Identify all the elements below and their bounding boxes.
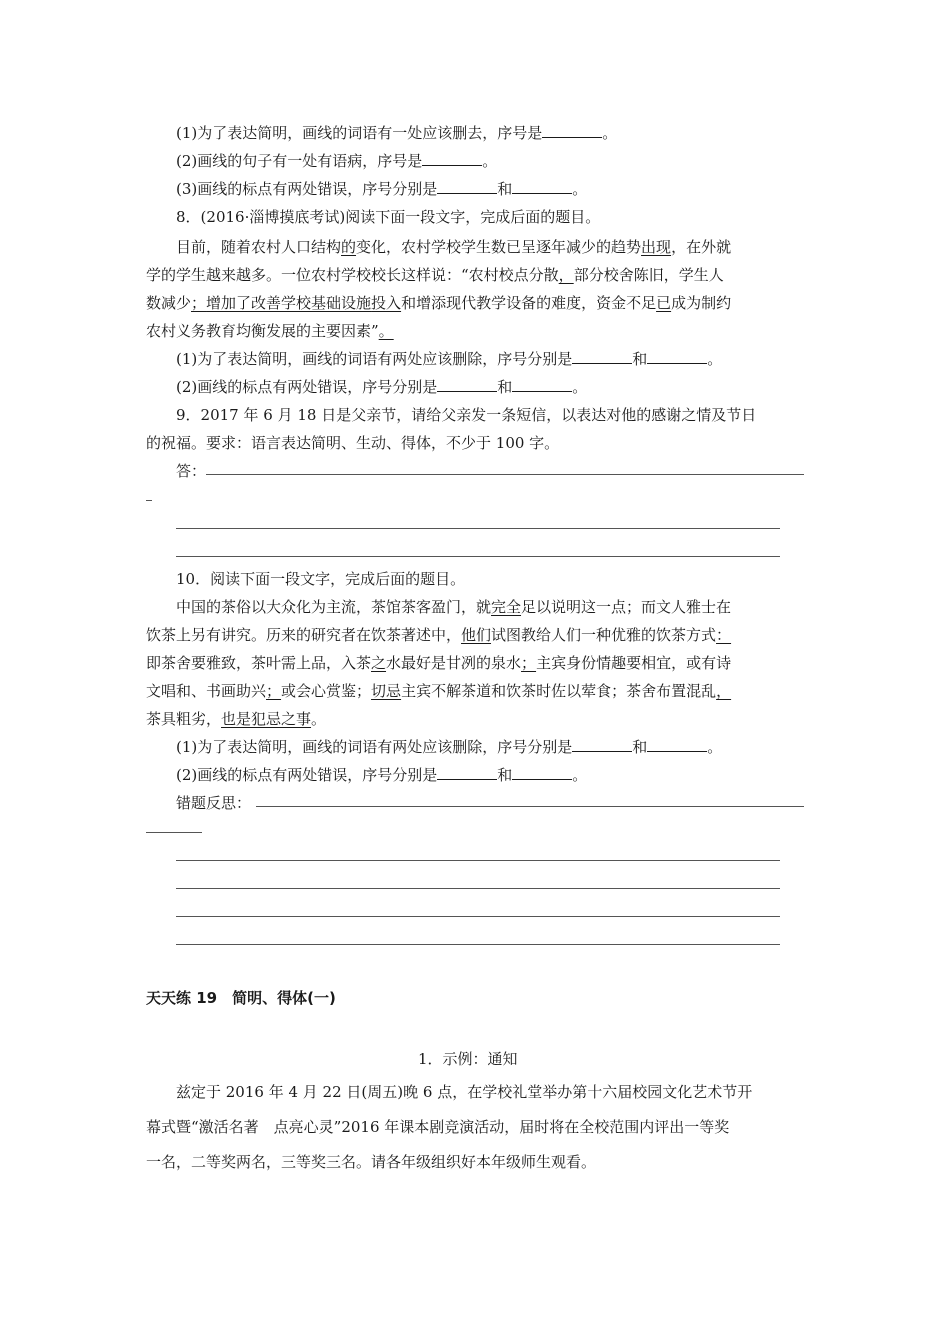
reflection-line[interactable] <box>176 860 780 861</box>
answer-blank[interactable] <box>647 349 707 364</box>
q7-item-1: (1)为了表达简明，画线的词语有一处应该删去，序号是 。 <box>176 124 618 142</box>
q10-item-2: (2)画线的标点有两处错误，序号分别是 和 。 <box>176 766 588 784</box>
answer-blank[interactable] <box>437 179 497 194</box>
q7-item-3: (3)画线的标点有两处错误，序号分别是 和 。 <box>176 180 588 198</box>
q9-line: 的祝福。要求：语言表达简明、生动、得体，不少于 100 字。 <box>146 434 560 452</box>
q9-line: 9．2017 年 6 月 18 日是父亲节，请给父亲发一条短信，以表达对他的感谢之情及节日 <box>176 406 757 424</box>
answer-line <box>146 500 152 501</box>
q8-passage-line: 学的学生越来越多。一位农村学校校长这样说：“农村校点分散，部分校舍陈旧，学生人 <box>146 266 724 284</box>
notice-line: 幕式暨“激活名著 点亮心灵”2016 年课本剧竞演活动，届时将在全校范围内评出一等奖 <box>146 1118 730 1136</box>
answer-line[interactable] <box>206 474 804 475</box>
q10-passage-line: 文唱和、书画助兴；或会心赏鉴；切忌主宾不解茶道和饮茶时佐以荤食；茶舍布置混乱， <box>146 682 732 700</box>
q10-passage-line: 即茶舍要雅致，茶叶需上品，入茶之水最好是甘冽的泉水；主宾身份情趣要相宜，或有诗 <box>146 654 732 672</box>
answer-blank[interactable] <box>512 179 572 194</box>
q10-passage-line: 茶具粗劣，也是犯忌之事。 <box>146 710 327 728</box>
q8-passage-line: 农村义务教育均衡发展的主要因素”。 <box>146 322 394 340</box>
reflection-line[interactable] <box>176 916 780 917</box>
reflection-line <box>146 832 202 833</box>
answer-line[interactable] <box>176 528 780 529</box>
answer-line[interactable] <box>176 556 780 557</box>
q10-passage-line: 饮茶上另有讲究。历来的研究者在饮茶著述中，他们试图教给人们一种优雅的饮茶方式： <box>146 626 732 644</box>
q8-item-1: (1)为了表达简明，画线的词语有两处应该删除，序号分别是 和 。 <box>176 350 723 368</box>
reflection-line[interactable] <box>176 944 780 945</box>
reflection-line[interactable] <box>256 806 804 807</box>
q8-item-2: (2)画线的标点有两处错误，序号分别是 和 。 <box>176 378 588 396</box>
reflection-line[interactable] <box>176 888 780 889</box>
q8-passage-line: 数减少；增加了改善学校基础设施投入和增添现代教学设备的难度，资金不足已成为制约 <box>146 294 732 312</box>
answer-blank[interactable] <box>542 123 602 138</box>
notice-line: 兹定于 2016 年 4 月 22 日(周五)晚 6 点，在学校礼堂举办第十六届校园文化艺术节开 <box>176 1083 753 1101</box>
section-heading: 天天练 19 简明、得体(一) <box>146 989 336 1007</box>
answer-blank[interactable] <box>512 377 572 392</box>
answer-blank[interactable] <box>437 377 497 392</box>
answer-blank[interactable] <box>572 737 632 752</box>
notice-line: 一名，二等奖两名，三等奖三名。请各年级组织好本年级师生观看。 <box>146 1153 597 1171</box>
q10-item-1: (1)为了表达简明，画线的词语有两处应该删除，序号分别是 和 。 <box>176 738 723 756</box>
q10-passage-line: 中国的茶俗以大众化为主流，茶馆茶客盈门，就完全足以说明这一点；而文人雅士在 <box>176 598 732 616</box>
q8-title: 8．(2016·淄博摸底考试)阅读下面一段文字，完成后面的题目。 <box>176 208 601 226</box>
answer-blank[interactable] <box>422 151 482 166</box>
reflection-label: 错题反思： <box>176 794 252 812</box>
answer-blank[interactable] <box>512 765 572 780</box>
answer-blank[interactable] <box>572 349 632 364</box>
q8-passage-line: 目前，随着农村人口结构的变化，农村学校学生数已呈逐年减少的趋势出现，在外就 <box>176 238 732 256</box>
answer-blank[interactable] <box>437 765 497 780</box>
q9-answer-label: 答： <box>176 462 207 480</box>
q7-item-2: (2)画线的句子有一处有语病，序号是 。 <box>176 152 498 170</box>
example-title: 1．示例：通知 <box>418 1050 518 1068</box>
answer-blank[interactable] <box>647 737 707 752</box>
q10-title: 10．阅读下面一段文字，完成后面的题目。 <box>176 570 466 588</box>
